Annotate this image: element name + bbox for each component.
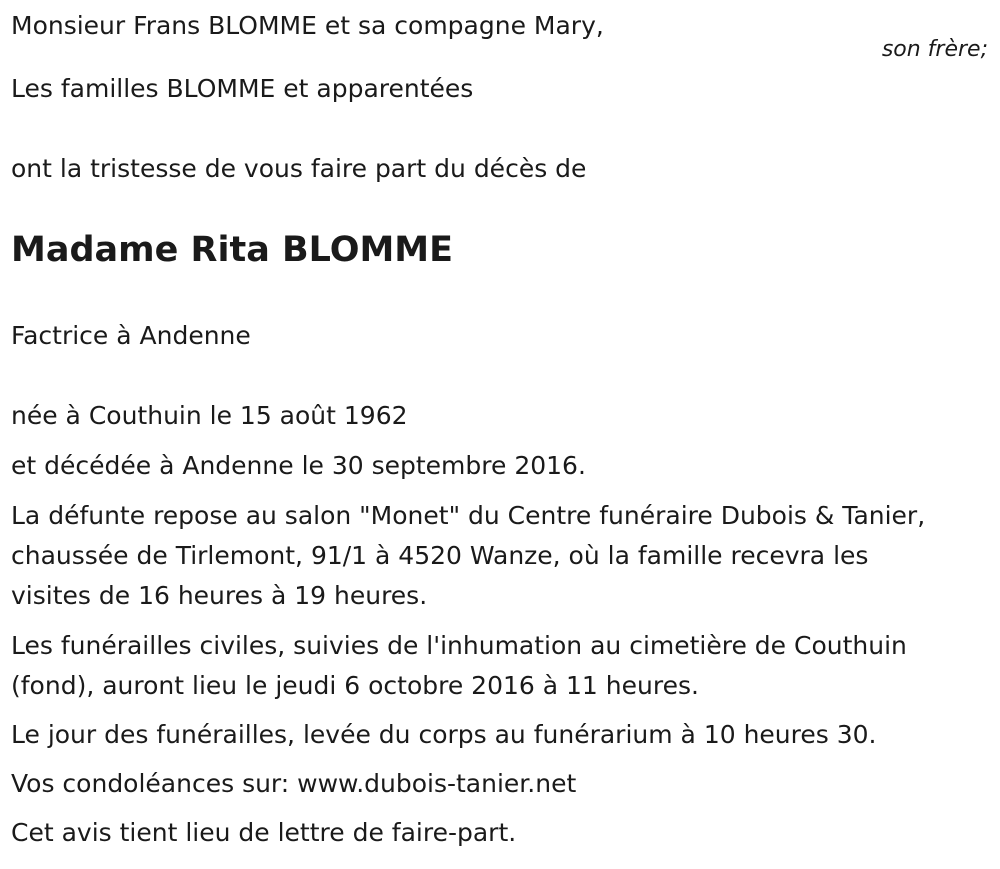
funeral-line: Les funérailles civiles, suivies de l'inhumation au cimetière de Couthuin [11,631,907,660]
relation-label: son frère; [881,37,988,62]
notice-text: Cet avis tient lieu de lettre de faire-part. [11,818,517,847]
birth-text: née à Couthuin le 15 août 1962 [11,401,408,430]
funeral-line: (fond), auront lieu le jeudi 6 octobre 2016 à 11 heures. [11,671,699,700]
family-line-relatives: Les familles BLOMME et apparentées [11,74,474,103]
announcement-text: ont la tristesse de vous faire part du décès de [11,154,587,183]
viewing-line: visites de 16 heures à 19 heures. [11,581,428,610]
departure-text: Le jour des funérailles, levée du corps au funérarium à 10 heures 30. [11,720,877,749]
viewing-line: La défunte repose au salon "Monet" du Centre funéraire Dubois & Tanier, [11,501,926,530]
family-line-brother: Monsieur Frans BLOMME et sa compagne Mary, [11,11,604,40]
viewing-line: chaussée de Tirlemont, 91/1 à 4520 Wanze, où la famille recevra les [11,541,869,570]
death-text: et décédée à Andenne le 30 septembre 2016. [11,451,586,480]
condolences-text: Vos condoléances sur: www.dubois-tanier.net [11,769,577,798]
occupation-text: Factrice à Andenne [11,321,251,350]
funeral-paragraph [11,626,991,706]
viewing-paragraph [11,496,991,616]
deceased-name: Madame Rita BLOMME [11,230,454,270]
